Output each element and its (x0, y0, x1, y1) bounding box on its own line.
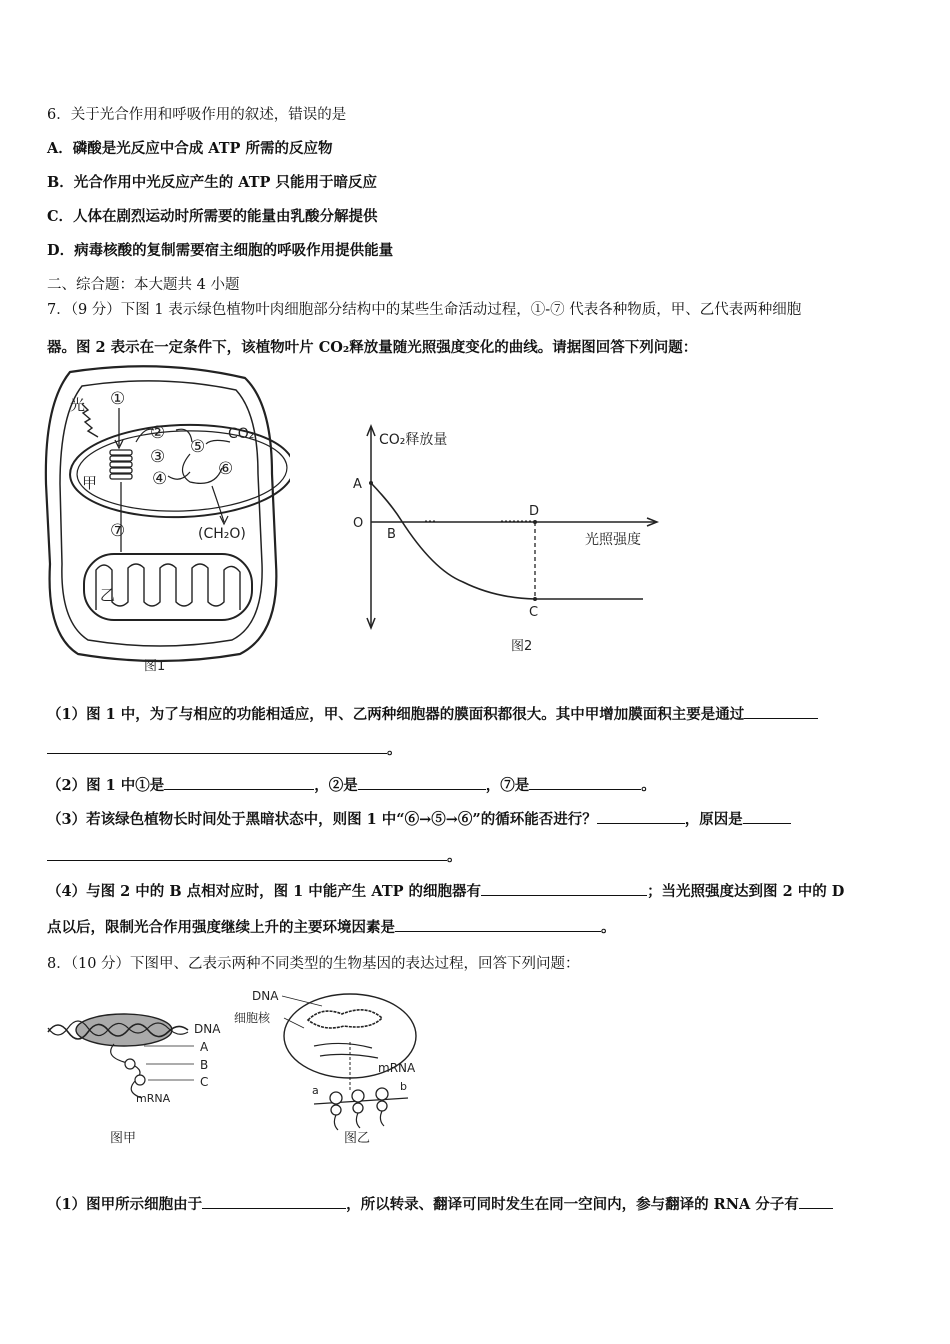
answer-blank-2c[interactable] (529, 775, 641, 790)
q8-sub1: （1）图甲所示细胞由于 ，所以转录、翻译可同时发生在同一空间内，参与翻译的 RNA 分子有 (47, 1193, 833, 1214)
q7-sub2: （2）图 1 中①是 ，②是 ，⑦是 。 (47, 777, 656, 794)
figure-jia-caption: 图甲 (110, 1131, 137, 1146)
q6-option-b: B．光合作用中光反应产生的 ATP 只能用于暗反应 (47, 174, 378, 191)
figjia-label-c: C (200, 1075, 209, 1089)
chromatin-dna (308, 1010, 382, 1028)
label-origin: O (353, 516, 364, 531)
mrna-strand (111, 1044, 142, 1098)
section-heading: 二、综合题：本大题共 4 小题 (47, 277, 240, 293)
grana-stack (110, 450, 132, 479)
label-point-c: C (529, 605, 539, 620)
answer-blank-8-1b[interactable] (799, 1194, 833, 1209)
figjia-label-mrna: mRNA (136, 1092, 171, 1105)
x-axis-label: 光照强度 (585, 532, 641, 548)
label-2: ② (150, 423, 166, 443)
q6-stem: 6．关于光合作用和呼吸作用的叙述，错误的是 (47, 107, 347, 123)
answer-blank-4b[interactable] (395, 917, 601, 932)
label-1: ① (110, 389, 126, 409)
answer-blank-1b[interactable] (47, 739, 387, 754)
figjia-label-b: B (200, 1058, 209, 1072)
figjia-label-a: A (200, 1040, 209, 1054)
q7-sub4: （4）与图 2 中的 B 点相对应时，图 1 中能产生 ATP 的细胞器有 ；当光照强度达到图 2 中的 D (47, 883, 845, 900)
label-5: ⑤ (190, 437, 206, 457)
figjia-label-dna: DNA (194, 1022, 221, 1036)
cell-membrane (60, 381, 262, 646)
label-jia: 甲 (82, 474, 98, 492)
figure-1-caption: 图1 (144, 659, 166, 674)
q7-sub3-cont: 。 (47, 845, 462, 866)
answer-blank-2a[interactable] (164, 775, 314, 790)
label-3: ③ (150, 447, 166, 467)
label-ch2o: (CH₂O) (198, 526, 246, 542)
answer-blank-1a[interactable] (744, 704, 818, 719)
figure-yi-caption: 图乙 (344, 1131, 371, 1146)
q6-option-d: D．病毒核酸的复制需要宿主细胞的呼吸作用提供能量 (47, 242, 394, 259)
ribosome-1 (125, 1059, 135, 1069)
label-7: ⑦ (110, 521, 126, 541)
label-point-b: B (387, 527, 396, 542)
answer-blank-3a[interactable] (597, 809, 685, 824)
q7-sub3: （3）若该绿色植物长时间处于黑暗状态中，则图 1 中“⑥→⑤→⑥”的循环能否进行？ ，原因是 (47, 808, 791, 829)
figure-yi-eukaryote (232, 984, 442, 1154)
q7-sub1: （1）图 1 中，为了与相应的功能相适应，甲、乙两种细胞器的膜面积都很大。其中甲增加膜面积主要是通过 (47, 703, 818, 724)
q8-stem: 8．（10 分）下图甲、乙表示两种不同类型的生物基因的表达过程，回答下列问题： (47, 956, 580, 972)
q7-sub4-cont: 点以后，限制光合作用强度继续上升的主要环境因素是 。 (47, 919, 616, 936)
polyribosomes (330, 1088, 388, 1115)
answer-blank-3b[interactable] (743, 809, 791, 824)
answer-blank-3c[interactable] (47, 846, 447, 861)
label-point-a: A (353, 477, 362, 492)
point-a (369, 481, 373, 485)
q7-stem-line2: 器。图 2 表示在一定条件下，该植物叶片 CO₂释放量随光照强度变化的曲线。请据图回答下列问题： (47, 339, 698, 356)
ribosome-2 (135, 1075, 145, 1085)
answer-blank-4a[interactable] (481, 881, 647, 896)
answer-blank-2b[interactable] (358, 775, 486, 790)
label-point-d: D (529, 504, 540, 519)
figyi-label-b: b (400, 1080, 407, 1093)
figyi-label-dna: DNA (252, 989, 279, 1003)
label-6: ⑥ (218, 459, 234, 479)
q6-option-a: A．磷酸是光反应中合成 ATP 所需的反应物 (47, 140, 333, 157)
figyi-label-nucleus: 细胞核 (234, 1011, 271, 1025)
figyi-label-mrna: mRNA (378, 1061, 416, 1075)
q7-sub1-cont: 。 (47, 738, 402, 759)
q7-stem-line1: 7．（9 分）下图 1 表示绿色植物叶肉细胞部分结构中的某些生命活动过程，①-⑦ 代表各种物质，甲、乙代表两种细胞 (47, 302, 802, 318)
figyi-label-a: a (312, 1084, 319, 1097)
chloroplast (68, 421, 290, 521)
label-yi: 乙 (100, 586, 116, 604)
label-4: ④ (152, 469, 168, 489)
label-light: 光 (70, 396, 86, 414)
figure-2-caption: 图2 (511, 639, 533, 654)
q6-option-c: C．人体在剧烈运动时所需要的能量由乳酸分解提供 (47, 208, 378, 225)
answer-blank-8-1a[interactable] (202, 1194, 346, 1209)
figure-1-cell-diagram (40, 364, 290, 676)
figure-jia-prokaryote (44, 1006, 244, 1156)
y-axis-label: CO₂释放量 (379, 432, 448, 448)
figure-2-co2-curve (345, 420, 675, 660)
label-co2: CO₂ (228, 426, 255, 442)
